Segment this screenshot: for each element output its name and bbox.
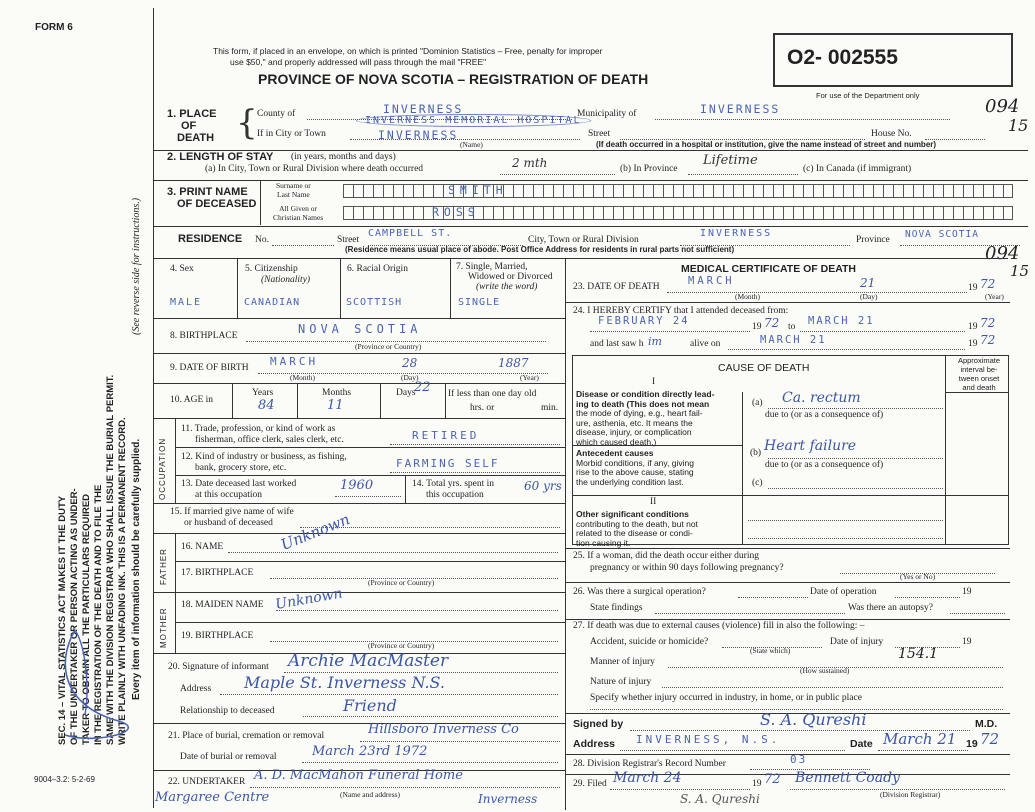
signed-by-label: Signed by <box>573 718 624 730</box>
form-title: PROVINCE OF NOVA SCOTIA – REGISTRATION OF DEATH <box>258 71 649 87</box>
alive-yr-prefix: 19 <box>968 339 978 349</box>
alive-on-label: alive on <box>690 339 721 349</box>
q14-value: 60 yrs <box>524 479 562 493</box>
cause-a-value: Ca. rectum <box>782 390 861 406</box>
age-note: If less than one day old <box>448 389 537 399</box>
attended-yr2-prefix: 19 <box>968 322 978 332</box>
q28-value: 03 <box>790 753 808 766</box>
residence-street-value: CAMPBELL ST. <box>368 228 453 239</box>
side-text-1: SEC. 14 – VITAL STATISTICS ACT MAKES IT THE DUTY <box>57 495 68 745</box>
attended-from: FEBRUARY 24 <box>598 315 690 327</box>
burial-place-label: 21. Place of burial, cremation or removal <box>168 731 325 741</box>
mother-birthplace-sub: (Province or Country) <box>368 641 435 650</box>
q27-how-sustained: (How sustained) <box>800 666 850 675</box>
municipality-value: INVERNESS <box>700 102 781 116</box>
dept-use-label: For use of the Department only <box>816 91 920 100</box>
alive-yr: 72 <box>980 333 996 347</box>
racial-origin-label: 6. Racial Origin <box>347 264 408 274</box>
dob-month: MARCH <box>270 355 319 368</box>
stay-a-value: 2 mth <box>512 156 548 170</box>
county-value: INVERNESS <box>383 102 464 116</box>
burial-date-label: Date of burial or removal <box>180 752 277 762</box>
given-name-label: All Given or Christian Names <box>273 204 324 222</box>
q12-label: 12. Kind of industry or business, as fishing, bank, grocery store, etc. <box>181 452 347 473</box>
registration-number-box <box>773 33 1013 87</box>
address-label: Address <box>573 738 616 750</box>
mother-maiden-value: Unknown <box>274 585 344 613</box>
citizenship-value: CANADIAN <box>244 297 301 308</box>
father-side-label: FATHER <box>159 548 168 585</box>
age-years-label: Years <box>252 388 274 398</box>
burial-date-value: March 23rd 1972 <box>312 744 428 759</box>
residence-code-2: 15 <box>1010 262 1030 280</box>
age-min: min. <box>541 403 559 413</box>
side-text-8: Every item of information should be carefully supplied. <box>131 438 142 700</box>
stay-c-label: (c) In Canada (if immigrant) <box>803 164 912 174</box>
residence-province-label: Province <box>856 235 890 245</box>
father-birthplace-label: 17. BIRTHPLACE <box>181 568 254 578</box>
residence-code: 094 <box>985 243 1020 264</box>
dob-day: 28 <box>402 356 418 370</box>
death-year-label: (Year) <box>985 292 1004 301</box>
father-birthplace-sub: (Province or Country) <box>368 578 435 587</box>
death-year: 72 <box>980 277 996 291</box>
q27-nature-label: Nature of injury <box>590 677 652 687</box>
q26-line-1: 26. Was there a surgical operation? <box>573 587 706 597</box>
mother-birthplace-label: 19. BIRTHPLACE <box>181 631 254 641</box>
mother-side-label: MOTHER <box>159 607 168 648</box>
q27-code: 154.1 <box>898 646 939 662</box>
q27-yr: 19 <box>962 637 972 647</box>
print-name-label: 3. PRINT NAME OF DECEASED <box>167 186 257 210</box>
date-year-prefix: 19 <box>966 738 978 750</box>
attended-to-label: to <box>788 322 796 332</box>
registration-number: O2- 002555 <box>787 46 898 69</box>
attended-yr1-prefix: 19 <box>752 322 762 332</box>
hospital-value: INVERNESS MEMORIAL HOSPITAL <box>356 114 591 127</box>
q27-manner-label: Manner of injury <box>590 657 655 667</box>
cause-c-label: (c) <box>752 478 763 488</box>
age-days-label: Days <box>396 388 416 398</box>
sex-value: MALE <box>170 297 203 308</box>
residence-city-value: INVERNESS <box>700 228 773 239</box>
q29-date: March 24 <box>613 770 682 786</box>
death-day: 21 <box>860 276 876 290</box>
county-label: County of <box>257 109 296 119</box>
cause-roman-1: I <box>652 377 656 387</box>
notice-line-1: This form, if placed in an envelope, on which is printed "Dominion Statistics – Free, penalty for improper <box>213 46 603 56</box>
q26-operation-date-label: Date of operation <box>810 587 877 597</box>
occupation-side-label: OCCUPATION <box>158 437 167 500</box>
age-years-value: 84 <box>258 398 275 413</box>
q24-label: 24. I HEREBY CERTIFY that I attended deceased from: <box>573 306 789 316</box>
form-id: FORM 6 <box>35 22 73 33</box>
attended-yr1: 72 <box>764 316 780 330</box>
death-month: MARCH <box>688 275 735 287</box>
undertaker-sub: (Name and address) <box>340 790 400 799</box>
surname-cells <box>343 184 1013 198</box>
q26-findings-label: State findings <box>590 603 643 613</box>
marital-label: 7. Single, Married, Widowed or Divorced (write the word) <box>456 262 553 292</box>
pen-mark-icon <box>55 625 165 755</box>
alive-date: MARCH 21 <box>760 334 827 346</box>
stay-b-value: Lifetime <box>703 153 758 168</box>
informant-addr-value: Maple St. Inverness N.S. <box>244 673 445 692</box>
due-to-2: due to (or as a consequence of) <box>765 460 884 470</box>
age-days-value: 22 <box>414 380 431 395</box>
age-months-label: Months <box>322 388 352 398</box>
q25-line-2: pregnancy or within 90 days following pregnancy? <box>590 563 784 573</box>
dob-year-label: (Year) <box>520 373 539 382</box>
mother-maiden-label: 18. MAIDEN NAME <box>181 600 264 610</box>
length-of-stay-sub: (in years, months and days) <box>291 152 396 162</box>
last-saw-label: and last saw h <box>590 339 644 349</box>
cause-roman-2: II <box>650 497 657 507</box>
name-sublabel: (Name) <box>460 140 483 149</box>
side-text-7: (See reverse side for instructions.) <box>131 197 142 335</box>
side-text-4: IN THE REGISTRATION OF THE DEATH AND TO FILE THE <box>93 484 104 745</box>
q13-value: 1960 <box>340 478 374 493</box>
dept-code-2: 15 <box>1008 116 1029 135</box>
undertaker-label: 22. UNDERTAKER <box>168 777 246 787</box>
birthplace-value: NOVA SCOTIA <box>298 322 422 336</box>
sex-label: 4. Sex <box>170 264 194 274</box>
informant-rel-label: Relationship to deceased <box>180 706 275 716</box>
residence-street-label: Street <box>337 235 360 245</box>
cause-a-label: (a) <box>752 398 763 408</box>
informant-addr-label: Address <box>180 684 212 694</box>
cause-heading: CAUSE OF DEATH <box>718 362 810 374</box>
cause-b-label: (b) <box>750 448 762 458</box>
footer-signature: S. A. Qureshi <box>680 792 760 806</box>
dept-code: 094 <box>985 96 1020 117</box>
marital-value: SINGLE <box>458 297 501 308</box>
q27-state-which: (State which) <box>750 646 791 655</box>
death-year-prefix: 19 <box>968 283 978 293</box>
q26-yr: 19 <box>962 587 972 597</box>
racial-origin-value: SCOTTISH <box>346 297 403 308</box>
stay-a-label: (a) In City, Town or Rural Division where death occurred <box>205 164 424 174</box>
notice-line-2: use $50," and properly addressed will pass through the mail "FREE" <box>230 57 487 67</box>
q27-specify-label: Specify whether injury occurred in industry, in home, or in public place <box>590 693 862 703</box>
date-of-death-label: 23. DATE OF DEATH <box>573 282 660 292</box>
age-months-value: 11 <box>327 398 344 413</box>
attended-to: MARCH 21 <box>808 315 875 327</box>
q12-value: FARMING SELF <box>396 457 500 470</box>
hospital-note: (If death occurred in a hospital or institution, give the name instead of street and number) <box>596 140 937 149</box>
attended-yr2: 72 <box>980 316 996 330</box>
q13-label: 13. Date deceased last worked at this occupation <box>181 479 297 500</box>
address-value: INVERNESS, N.S. <box>636 733 781 746</box>
municipality-label: Municipality of <box>577 109 637 119</box>
given-name-value: ROSS <box>432 205 480 219</box>
dob-label: 9. DATE OF BIRTH <box>170 363 249 373</box>
disease-description: Disease or condition directly lead- ing to death (This does not mean the mode of dying, e.g., heart fail- ure, asthenia, etc. It means the disease, injury, or complication which caused death.) <box>576 389 715 447</box>
city-value: INVERNESS <box>378 128 459 142</box>
antecedent-description: Antecedent causes Morbid conditions, if any, giving rise to the above cause, stating the underlying condition last. <box>576 448 694 487</box>
q29-yr: 72 <box>764 772 781 787</box>
residence-no-label: No. <box>255 235 269 245</box>
citizenship-label: 5. Citizenship (Nationality) <box>245 264 311 285</box>
q28-label: 28. Division Registrar's Record Number <box>573 759 726 769</box>
informant-sig-label: 20. Signature of informant <box>168 662 269 672</box>
dob-day-label: (Day) <box>401 373 419 382</box>
q29-registrar: Bennett Coady <box>795 770 900 786</box>
side-text-3: TAKER TO OBTAIN ALL THE PARTICULARS REQUIRED <box>81 493 92 745</box>
surname-value: SMITH <box>448 183 508 197</box>
footer-code: 9004–3.2: 5-2-69 <box>34 775 95 784</box>
side-text-2: OF THE UNDERTAKER OR PERSON ACTING AS UNDER- <box>69 488 80 745</box>
other-conditions: Other significant conditions contributing to the death, but not related to the disease or condi- tion causing it. <box>576 509 698 548</box>
medical-cert-heading: MEDICAL CERTIFICATE OF DEATH <box>681 263 856 275</box>
signed-by-value: S. A. Qureshi <box>760 710 867 729</box>
q14-label: 14. Total yrs. spent in this occupation <box>412 479 495 500</box>
undertaker-value-3: Inverness <box>478 792 538 806</box>
place-of-death-label: 1. PLACE OF DEATH <box>167 108 217 144</box>
city-label: If in City or Town <box>257 129 326 139</box>
date-value: March 21 <box>883 730 957 748</box>
residence-province-value: NOVA SCOTIA <box>905 229 979 240</box>
q29-label: 29. Filed <box>573 779 607 789</box>
burial-place-value: Hillsboro Inverness Co <box>368 722 519 737</box>
death-day-label: (Day) <box>860 292 878 301</box>
q11-label: 11. Trade, profession, or kind of work as fisherman, office clerk, sales clerk, etc. <box>181 424 344 445</box>
house-no-label: House No. <box>871 129 912 139</box>
q29-yr-prefix: 19 <box>752 779 762 789</box>
birthplace-label: 8. BIRTHPLACE <box>170 331 238 341</box>
death-month-label: (Month) <box>735 292 760 301</box>
q26-autopsy-label: Was there an autopsy? <box>848 603 933 613</box>
undertaker-value-2: Margaree Centre <box>155 790 270 805</box>
side-text-5: SAME WITH THE DIVISION REGISTRAR WHO SHALL ISSUE THE BURIAL PERMIT. <box>105 374 116 745</box>
street-label: Street <box>588 129 611 139</box>
q29-registrar-sub: (Division Registrar) <box>880 790 941 799</box>
residence-label: RESIDENCE <box>178 233 243 245</box>
surname-label: Surname or Last Name <box>276 181 311 199</box>
q25-yes-no: (Yes or No) <box>900 572 936 581</box>
age-hrs: hrs. or <box>470 403 495 413</box>
age-label: 10. AGE in <box>170 395 214 405</box>
interval-label: Approximate interval be- tween onset and death <box>957 356 1001 392</box>
md-label: M.D. <box>975 718 998 730</box>
dob-year: 1887 <box>498 356 529 370</box>
informant-rel-value: Friend <box>343 696 397 715</box>
informant-sig-value: Archie MacMaster <box>288 651 449 671</box>
residence-city-label: City, Town or Rural Division <box>528 235 639 245</box>
father-name-label: 16. NAME <box>181 542 224 552</box>
residence-note: (Residence means usual place of abode. Post Office Address for residents in rural parts not sufficient) <box>345 245 735 254</box>
dob-month-label: (Month) <box>290 373 315 382</box>
date-year: 72 <box>980 730 1000 748</box>
length-of-stay-label: 2. LENGTH OF STAY <box>167 151 274 163</box>
cause-b-value: Heart failure <box>764 438 857 454</box>
q27-accident-label: Accident, suicide or homicide? <box>590 637 709 647</box>
father-name-value: Unknown <box>278 510 353 554</box>
q11-value: RETIRED <box>412 429 480 442</box>
birthplace-sub: (Province or Country) <box>355 342 422 351</box>
spouse-label: 15. If married give name of wife or husband of deceased <box>170 507 294 528</box>
side-text-6: WRITE PLAINLY WITH UNFADING INK. THIS IS A PERMANENT RECORD. <box>117 417 128 745</box>
undertaker-value: A. D. MacMahon Funeral Home <box>254 768 463 783</box>
due-to-1: due to (or as a consequence of) <box>765 410 884 420</box>
q27-injury-date-label: Date of injury <box>830 637 884 647</box>
q27-line-1: 27. If death was due to external causes (violence) fill in also the following: – <box>573 621 865 631</box>
date-label: Date <box>850 738 873 750</box>
last-saw-handwritten: im <box>648 335 662 348</box>
stay-b-label: (b) In Province <box>620 164 678 174</box>
q25-line-1: 25. If a woman, did the death occur either during <box>573 551 759 561</box>
